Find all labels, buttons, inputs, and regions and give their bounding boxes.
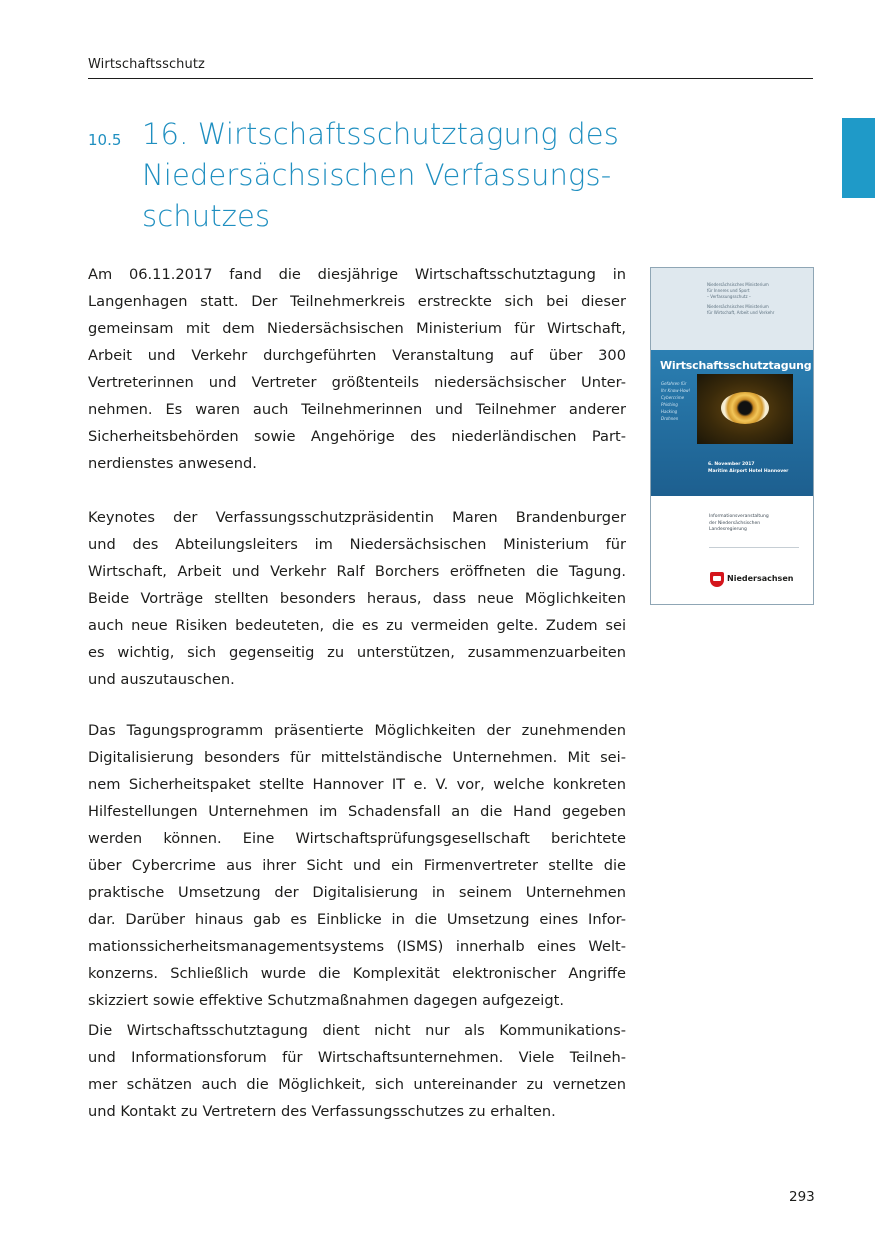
cover-subtitle-line: Phishing: [661, 402, 678, 407]
text-line: und des Abteilungsleiters im Niedersächsischen Ministerium für: [88, 536, 626, 553]
text-line: und Informationsforum für Wirtschaftsunternehmen. Viele Teilneh-: [88, 1049, 626, 1066]
niedersachsen-horse-logo-icon: [710, 572, 724, 587]
section-title-line: 16. Wirtschaftsschutztagung des: [142, 117, 619, 151]
cover-subtitle: [661, 380, 697, 422]
text-line: dar. Darüber hinaus gab es Einblicke in die Umsetzung eines Infor-: [88, 911, 626, 928]
section-title-line: Niedersächsischen Verfassungs-: [142, 158, 612, 192]
paragraph-1: [88, 261, 626, 477]
page-number: 293: [789, 1189, 815, 1205]
cover-logo-text: Niedersachsen: [727, 574, 794, 583]
paragraph-2: [88, 504, 626, 693]
text-line: Hilfestellungen Unternehmen im Schadensfall an die Hand gegeben: [88, 803, 626, 820]
cover-subtitle-line: Drohnen: [661, 416, 679, 421]
text-line: mer schätzen auch die Möglichkeit, sich untereinander zu vernetzen: [88, 1076, 626, 1093]
section-title-line: schutzes: [142, 199, 271, 233]
text-line: Sicherheitsbehörden sowie Angehörige des niederländischen Part-: [88, 428, 626, 445]
text-line: Digitalisierung besonders für mittelständische Unternehmen. Mit sei-: [88, 749, 626, 766]
cover-date-line: 6. November 2017: [708, 462, 755, 467]
cover-subtitle-line: Ihr Know-How!: [661, 388, 691, 393]
cover-eye-illustration: [697, 374, 793, 444]
cover-info-line: Landesregierung: [709, 527, 747, 532]
cover-ministry-line: für Wirtschaft, Arbeit und Verkehr: [707, 310, 775, 315]
running-header: Wirtschaftsschutz: [88, 57, 205, 72]
cover-ministry-line: Niedersächsisches Ministerium: [707, 282, 769, 287]
text-line: Beide Vorträge stellten besonders heraus, dass neue Möglichkeiten: [88, 590, 626, 607]
chapter-tab-marker: [842, 118, 875, 198]
text-line: werden können. Eine Wirtschaftsprüfungsgesellschaft berichtete: [88, 830, 626, 847]
cover-ministry-line: Niedersächsisches Ministerium: [707, 304, 769, 309]
text-line: Am 06.11.2017 fand die diesjährige Wirtschaftsschutztagung in: [88, 266, 626, 283]
section-number: 10.5: [88, 131, 122, 149]
text-line: und auszutauschen.: [88, 671, 235, 688]
text-line: Wirtschaft, Arbeit und Verkehr Ralf Borchers eröffneten die Tagung.: [88, 563, 626, 580]
text-line: Langenhagen statt. Der Teilnehmerkreis erstreckte sich bei dieser: [88, 293, 626, 310]
text-line: Keynotes der Verfassungsschutzpräsidentin Maren Brandenburger: [88, 509, 626, 526]
cover-subtitle-line: Cybercrime: [661, 395, 685, 400]
paragraph-4: [88, 1017, 626, 1125]
eye-icon: [721, 392, 769, 424]
text-line: praktische Umsetzung der Digitalisierung in seinem Unternehmen: [88, 884, 626, 901]
header-rule: [88, 78, 813, 79]
text-line: auch neue Risiken bedeuteten, die es zu vermeiden gelte. Zudem sei: [88, 617, 626, 634]
cover-title: Wirtschaftsschutztagung: [660, 359, 812, 372]
text-line: skizziert sowie effektive Schutzmaßnahmen dagegen aufgezeigt.: [88, 992, 564, 1009]
text-line: konzerns. Schließlich wurde die Komplexität elektronischer Angriffe: [88, 965, 626, 982]
text-line: und Kontakt zu Vertretern des Verfassungsschutzes zu erhalten.: [88, 1103, 556, 1120]
text-line: gemeinsam mit dem Niedersächsischen Ministerium für Wirtschaft,: [88, 320, 626, 337]
cover-info-line: Informationsveranstaltung: [709, 514, 769, 519]
cover-ministry-line: – Verfassungsschutz –: [707, 294, 751, 299]
cover-subtitle-line: Gefahren für: [661, 381, 687, 386]
cover-date: [708, 461, 788, 475]
cover-ministry-text: [707, 282, 805, 316]
text-line: Vertreterinnen und Vertreter größtenteils niedersächsischer Unter-: [88, 374, 626, 391]
cover-info-line: der Niedersächsischen: [709, 520, 761, 526]
text-line: Arbeit und Verkehr durchgeführten Veranstaltung auf über 300: [88, 347, 626, 364]
text-line: Die Wirtschaftsschutztagung dient nicht nur als Kommunikations-: [88, 1022, 626, 1039]
cover-date-line: Maritim Airport Hotel Hannover: [708, 469, 789, 474]
text-line: nerdienstes anwesend.: [88, 455, 257, 472]
text-line: nehmen. Es waren auch Teilnehmerinnen und Teilnehmer anderer: [88, 401, 626, 418]
cover-ministry-line: für Inneres und Sport: [707, 288, 750, 293]
text-line: es wichtig, sich gegenseitig zu unterstützen, zusammenzuarbeiten: [88, 644, 626, 661]
text-line: nem Sicherheitspaket stellte Hannover IT e. V. vor, welche konkreten: [88, 776, 626, 793]
brochure-cover-image: [650, 267, 814, 605]
text-line: mationssicherheitsmanagementsystems (ISMS) innerhalb eines Welt-: [88, 938, 626, 955]
paragraph-3: [88, 717, 626, 1014]
section-title: [142, 114, 662, 237]
text-line: Das Tagungsprogramm präsentierte Möglichkeiten der zunehmenden: [88, 722, 626, 739]
cover-info: [709, 514, 769, 534]
cover-divider: [709, 547, 799, 548]
text-line: über Cybercrime aus ihrer Sicht und ein Firmenvertreter stellte die: [88, 857, 626, 874]
cover-subtitle-line: Hacking: [661, 409, 678, 414]
